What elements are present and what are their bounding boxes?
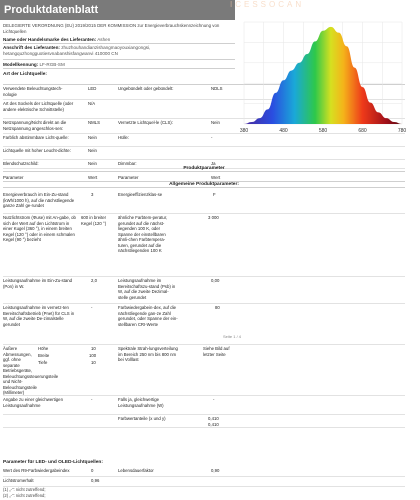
general-params-subtitle: Allgemeine Produktparameter: [3, 182, 405, 188]
param-label: Wert des R9-Farbwiedergabeindex [3, 468, 70, 473]
spec-value: NMLS [88, 120, 100, 125]
param-label: Angabe zu einer gleichwertigen Leistungsaufnahme [3, 397, 63, 408]
spec-label: Netzspannung/Nicht direkt an die Netzspannung angeschlos-sen: [3, 120, 67, 131]
page-number: Seite 1 / 4 [223, 334, 242, 339]
param-row [3, 214, 405, 277]
param-label: Energieverbrauch im Ein-Zu-stand (kWh/1000 h), auf die nächstliegende ganze Zahl ge-rundet [3, 192, 75, 208]
param-value: - [213, 397, 215, 402]
supplier-name-label: Name oder Handelsmarke des Lieferanten: [3, 37, 97, 42]
spec-label: Hülle: [118, 135, 129, 140]
param-value: 600 in breiter Kegel (120 °) [81, 215, 107, 226]
spec-label: Farblich abstimmbare Licht-quelle: [3, 135, 69, 140]
spec-value: Nein [211, 120, 220, 125]
param-row [3, 304, 405, 345]
param-label: Äußere Abmessungen, ggf. ohne separate Betriebsgeräte, Beleuchtungssteuerungsteile und Nicht-Beleuchtungsteile (Millimeter) [3, 346, 59, 395]
param-label: Farbwertanteile (x und y) [118, 416, 166, 421]
param-label: ähnliche Farbtem-peratur, gerundet auf die nächst-liegenden 100 K, oder Spanne der einstellbaren ähnli-chen Farbtempera-turen, gerundet auf die nächstliegenden 100 K [118, 215, 168, 253]
product-parameters-title: Produktparameter [3, 166, 405, 172]
param-row [3, 345, 405, 396]
page-title: Produktdatenblatt [0, 0, 235, 20]
col-head-parameter: Parameter [118, 175, 139, 180]
param-value: Siehe Bild auf letzter Seite [203, 346, 230, 357]
param-row [3, 277, 405, 304]
param-label: Farbwiedergabein-dex, auf die nächstliegende gan-ze Zahl gerundet, oder Spanne der ein-stellbaren CRI-Werte [118, 305, 178, 327]
model-label: Modellkennung: [3, 62, 39, 67]
supplier-address-label: Anschrift des Lieferanten: [3, 45, 60, 50]
spec-label: Blendschutzschild: [3, 161, 39, 166]
param-value: 0,90 [211, 468, 220, 473]
param-value: 3 000 [208, 215, 219, 220]
dim-label: Tiefe [38, 360, 48, 365]
param-row [3, 415, 405, 428]
light-source-type-title: Art der Lichtquelle: [3, 72, 47, 77]
param-value: - [91, 305, 93, 310]
x-tick-label: 780 [397, 128, 407, 134]
param-label: Lichtstromerhalt [3, 478, 34, 483]
spec-value: N/A [88, 101, 96, 106]
supplier-name-row [3, 37, 235, 44]
spectrum-area [244, 27, 402, 124]
spec-label: Art des Sockels der Lichtquelle (oder andere elektrische Schnittstelle) [3, 101, 74, 112]
param-value: F [213, 192, 216, 197]
supplier-address-row [3, 45, 235, 60]
spec-label: Verwendete Beleuchtungstech-nologie [3, 86, 63, 97]
param-row [3, 191, 405, 214]
model-value: LF-RGB-SM [39, 62, 65, 67]
param-value: - [91, 397, 93, 402]
param-label: Leistungsaufnahme im Ein-Zu-stand (Pon) in W. [3, 278, 73, 289]
param-label: Energieeffizienzklas-se [118, 192, 163, 197]
spec-value: Ja [211, 161, 216, 166]
regulation-text: DELEGIERTE VERORDNUNG (EU) 2019/2015 DER KOMMISSION zur Energieverbrauchskennzeichnung von Lichtquellen [3, 23, 220, 34]
param-value: 2,0 [91, 278, 97, 283]
spec-label: Lichtquelle mit hoher Leucht-dichte: [3, 148, 71, 153]
led-params-title: Parameter für LED- und OLED-Lichtquellen: [3, 460, 103, 465]
spec-row [3, 147, 405, 160]
general-params-table [3, 191, 405, 428]
spec-value: LED [88, 86, 97, 91]
param-row [3, 396, 405, 415]
supplier-name-value: Ashen [97, 37, 111, 42]
spec-value: Nein [88, 148, 97, 153]
dim-value: 10 [91, 346, 96, 351]
param-label: Spektrale Strah-lungsverteilung im Bereich 250 nm bis 800 nm bei Volllast [118, 346, 178, 362]
param-label: Falls ja, gleichwertige Leistungsaufnahme (W) [118, 397, 164, 408]
supplier-address-value: zhuzhouhandianzishangmaoyouxiangongsi, hetangquzhongguotiesvnabanshisfangwanvi 410000 CN [3, 45, 151, 56]
led-params-table [3, 467, 405, 487]
col-head-value: Wert [88, 175, 98, 180]
spec-label: Ungebündelt oder gebündelt: [118, 86, 174, 91]
param-value: 3 [91, 192, 94, 197]
x-tick-label: 480 [279, 128, 288, 134]
param-value: 0,410 0,410 [208, 416, 219, 427]
col-head-value: Wert [211, 175, 221, 180]
spectrum-chart [238, 16, 408, 136]
spectrum-svg [238, 16, 408, 136]
spec-value: Nein [88, 161, 97, 166]
spec-label: Dimmbar: [118, 161, 137, 166]
watermark: ICESSOCAN [230, 0, 305, 9]
param-value: 0,00 [211, 278, 220, 283]
spec-value: Nein [88, 135, 97, 140]
param-label: Leistungsaufnahme im vernetz-ten Bereitschaftsbetrieb (Pnet) für CLS in W, auf die zweite De-zimalstelle gerundet [3, 305, 75, 327]
param-row [3, 467, 405, 477]
x-axis-ticks [240, 128, 407, 134]
param-label: Leistungsaufnahme im Bereitschaftszu-stand (Psb) in W, auf die zweite Dezimal-stelle gerundet [118, 278, 176, 300]
dim-label: Breite [38, 353, 50, 358]
param-value: 0,96 [91, 478, 100, 483]
x-tick-label: 580 [318, 128, 328, 134]
footnote: (2) „-“: nicht zutreffend; [3, 493, 46, 498]
spec-value: - [211, 135, 213, 140]
dim-label: Höhe [38, 346, 49, 351]
param-value: 80 [215, 305, 220, 310]
col-head-parameter: Parameter [3, 175, 24, 180]
dim-value: 100 [89, 353, 97, 358]
spec-value: NDLS [211, 86, 223, 91]
model-row [3, 62, 235, 69]
param-value: 0 [91, 468, 94, 473]
param-label: Nutzlichtstrom (Φuse) mit An-gabe, ob sich der Wert auf den Lichtstrom in einer Kugel (360 °), in einem breiten Kegel (120 °) oder in einem schmalen Kegel (90 °) bezieht [3, 215, 76, 242]
dim-value: 10 [91, 360, 96, 365]
x-tick-label: 380 [239, 128, 249, 134]
spec-label: Vernetzte Lichtquel-le (CLS): [118, 120, 173, 125]
column-headers [3, 174, 405, 182]
param-label: Lebensdauerfaktor [118, 468, 154, 473]
footnote: (1) „-“: nicht zutreffend; [3, 487, 46, 492]
param-row [3, 477, 405, 487]
x-tick-label: 680 [358, 128, 367, 134]
